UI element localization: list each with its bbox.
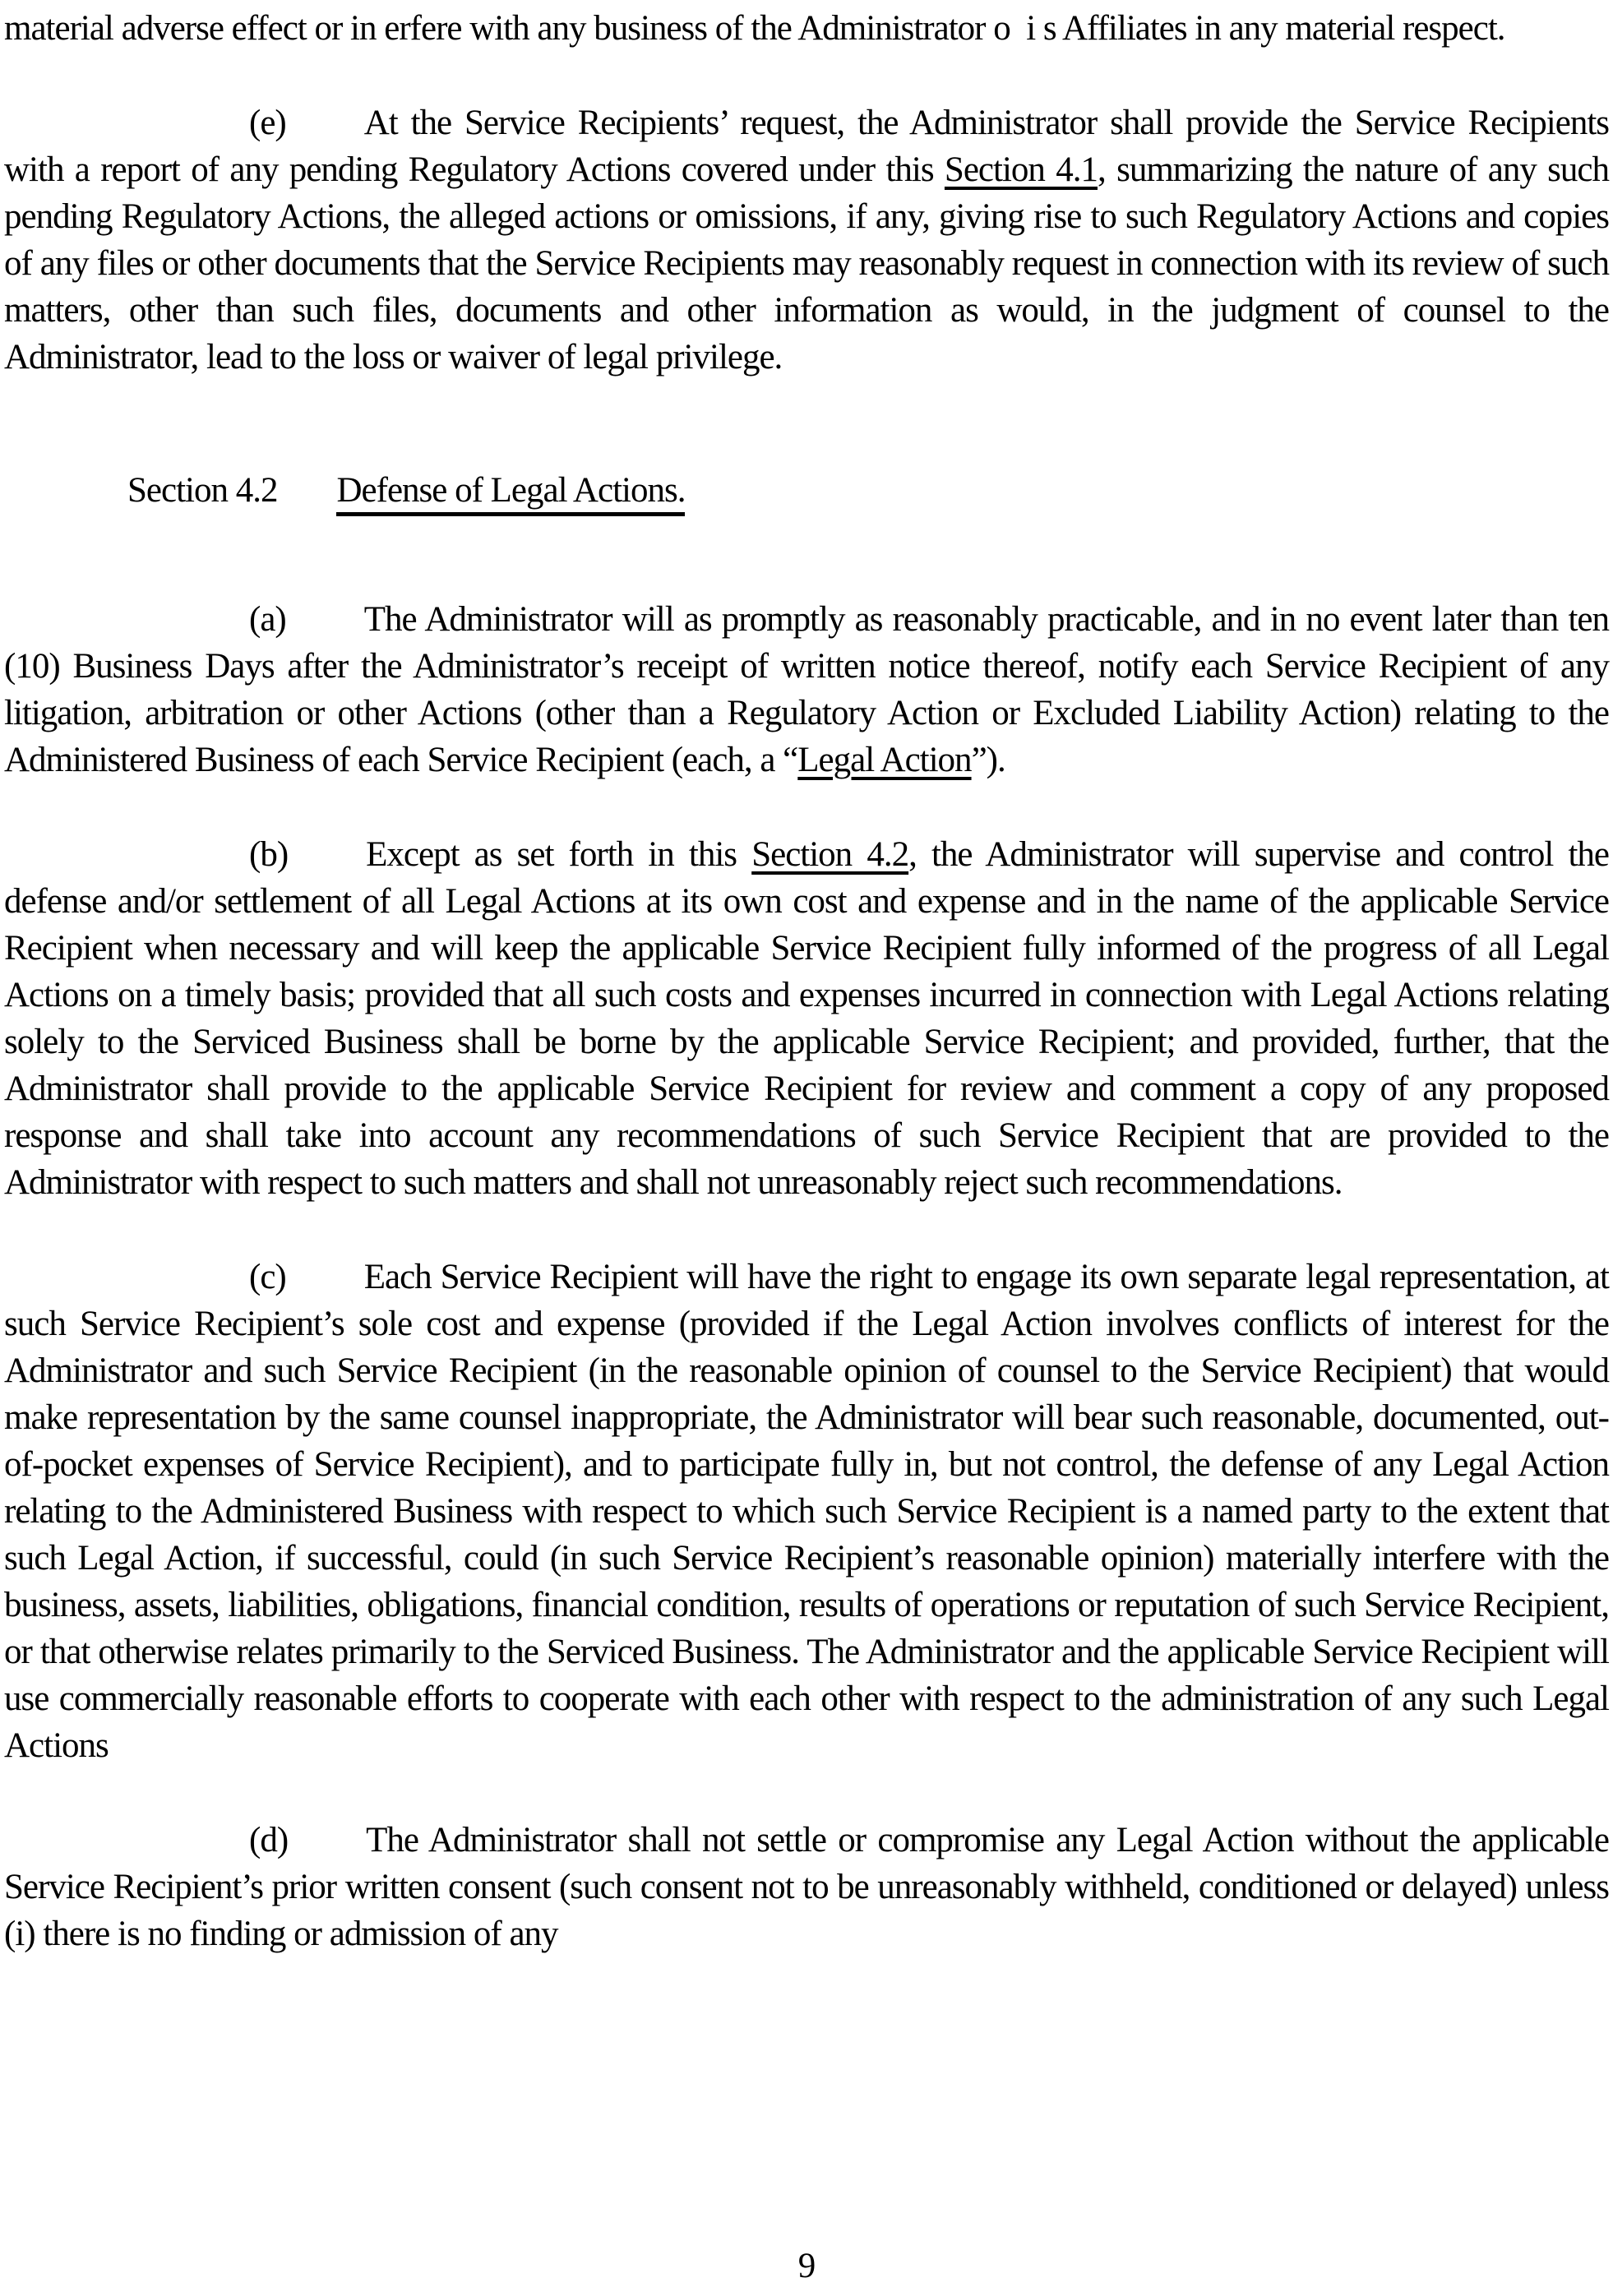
text-segment: Section 4.1 [944, 150, 1098, 189]
text-segment: ”). [971, 741, 1005, 779]
text-segment: The Administrator shall not settle or compromise any Legal Action without the applicable Service Recipient’s prior written consent (such consent not to be unreasonably withheld, conditioned or delayed) unless (i) there is no finding or admission of any [4, 1821, 1609, 1953]
paragraph-label: (e) [249, 104, 286, 142]
section-heading [127, 467, 1609, 514]
document-body [4, 5, 1609, 1957]
paragraph-label: (b) [249, 835, 289, 874]
paragraph [4, 5, 1609, 52]
paragraph [4, 596, 1609, 783]
paragraph [4, 1817, 1609, 1957]
text-segment: The Administrator will as promptly as reasonably practicable, and in no event later than ten (10) Business Days after the Administrator’s receipt of written notice thereof, notify each Service Recipient of any litigation, arbitration or other Actions (other than a Regulatory Action or Excluded Liability Action) relating to the Administered Business of each Service Recipient (each, a “ [4, 600, 1609, 779]
section-heading-label: Section 4.2 [127, 471, 278, 510]
paragraph [4, 1254, 1609, 1769]
text-segment: material adverse effect or in erfere with any business of the Administrator o i s Affiliates in any material respect. [4, 9, 1505, 48]
tab-spacer [288, 1850, 366, 1851]
section-heading-title: Defense of Legal Actions. [336, 471, 685, 516]
text-segment: Section 4.2 [751, 835, 909, 874]
text-segment: At the Service Recipients’ request, the Administrator shall provide the Service Recipients with a report of any pending Regulatory Actions covered under this [4, 104, 1609, 189]
paragraph-label: (d) [249, 1821, 289, 1859]
paragraph [4, 831, 1609, 1206]
tab-spacer [286, 133, 364, 134]
text-segment: Legal Action [797, 741, 972, 779]
tab-spacer [286, 630, 364, 631]
paragraph [4, 99, 1609, 381]
paragraph-label: (a) [249, 600, 286, 639]
text-segment: Each Service Recipient will have the right to engage its own separate legal representation, at such Service Recipient’s sole cost and expense (provided if the Legal Action involves conflicts of interest for the Administrator and such Service Recipient (in the reasonable opinion of counsel to the Service Recipient) that would make representation by the same counsel inappropriate, the Administrator will bear such reasonable, documented, out-of-pocket expenses of Service Recipient), and to participate fully in, but not control, the defense of any Legal Action relating to the Administered Business with respect to which such Service Recipient is a named party to the extent that such Legal Action, if successful, could (in such Service Recipient’s reasonable opinion) materially interfere with the business, assets, liabilities, obligations, financial condition, results of operations or reputation of such Service Recipient, or that otherwise relates primarily to the Serviced Business. The Administrator and the applicable Service Recipient will use commercially reasonable efforts to cooperate with each other with respect to the administration of any such Legal Actions [4, 1258, 1609, 1765]
text-segment: , summarizing the nature of any such pending Regulatory Actions, the alleged actions or omissions, if any, giving rise to such Regulatory Actions and copies of any files or other documents that the Service Recipients may reasonably request in connection with its review of such matters, other than such files, documents and other information as would, in the judgment of counsel to the Administrator, lead to the loss or waiver of legal privilege. [4, 150, 1609, 377]
text-segment: Except as set forth in this [366, 835, 752, 874]
tab-spacer [288, 865, 366, 866]
text-segment: , the Administrator will supervise and control the defense and/or settlement of all Legal Actions at its own cost and expense and in the name of the applicable Service Recipient when necessary and will keep the applicable Service Recipient fully informed of the progress of all Legal Actions on a timely basis; provided that all such costs and expenses incurred in connection with Legal Actions relating solely to the Serviced Business shall be borne by the applicable Service Recipient; and provided, further, that the Administrator shall provide to the applicable Service Recipient for review and comment a copy of any proposed response and shall take into account any recommendations of such Service Recipient that are provided to the Administrator with respect to such matters and shall not unreasonably reject such recommendations. [4, 835, 1610, 1202]
paragraph-label: (c) [249, 1258, 286, 1296]
tab-spacer [286, 1287, 364, 1288]
page-number: 9 [797, 2247, 816, 2285]
